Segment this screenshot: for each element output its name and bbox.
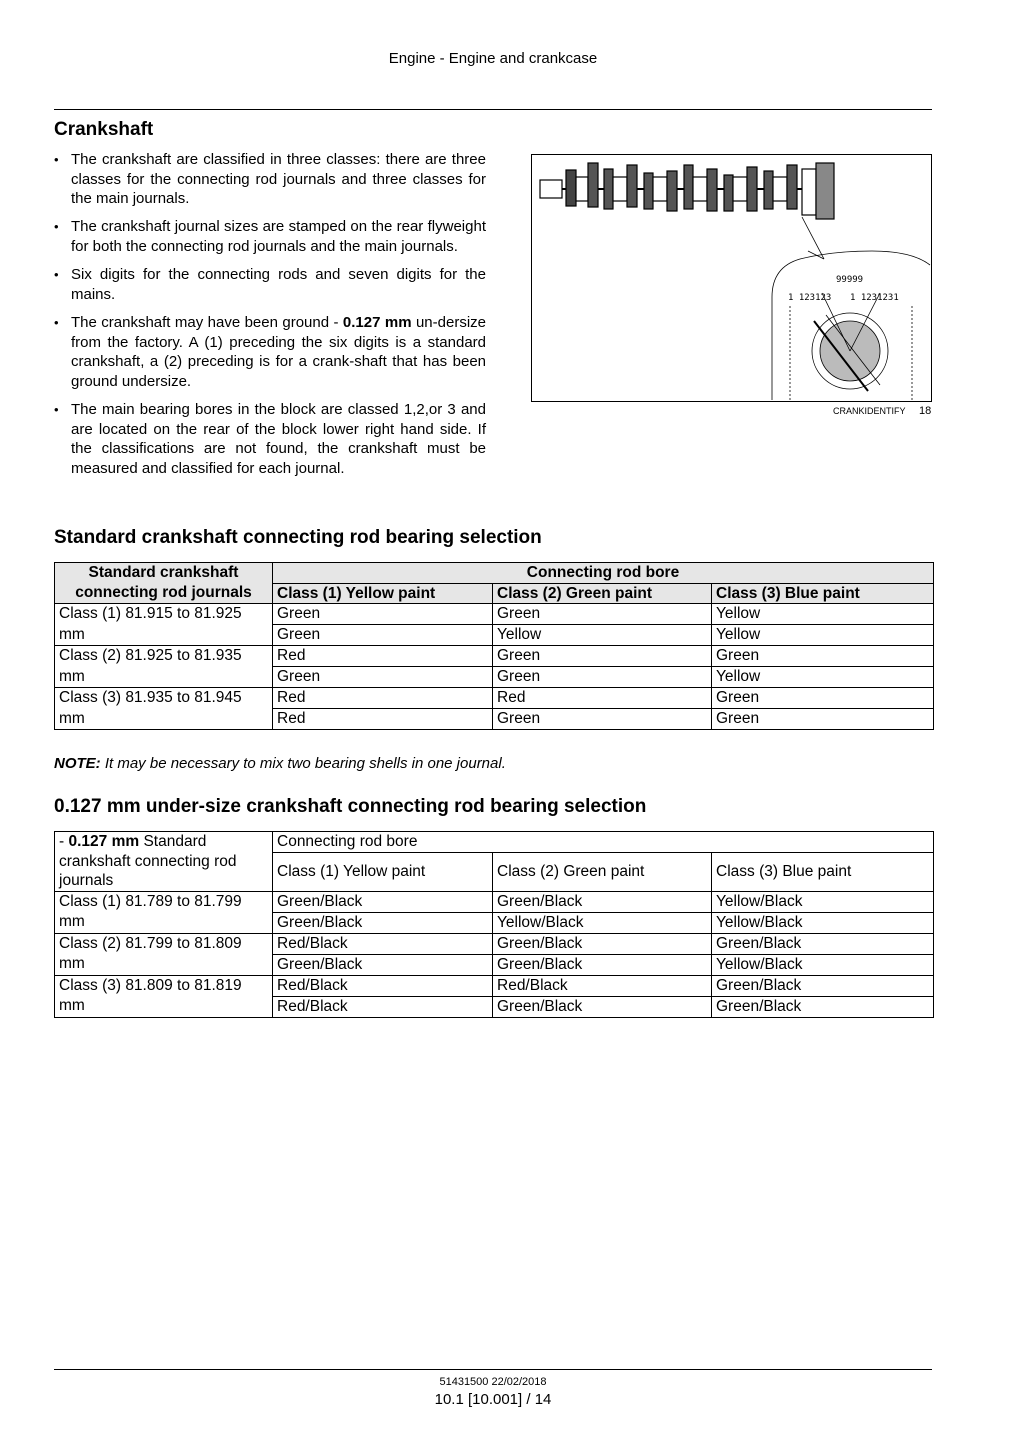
table-cell: Red/Black [273,996,493,1017]
bullet-item: • The main bearing bores in the block are classed 1,2,or 3 and are located on the rear of the block lower right hand side. If the classifications are not found, the crankshaft must be measured and classified for each journal. [54,400,486,479]
crank-web [566,170,576,206]
crank-journal [613,177,627,201]
table-cell: Green [273,604,493,625]
table-rowhead-header [55,832,273,892]
footer-document-id: 51431500 22/02/2018 [439,1376,547,1388]
table-cell: Yellow/Black [712,912,934,933]
table-cell: Green/Black [493,954,712,975]
bullet-text: The crankshaft may have been ground - [71,313,343,331]
table-group-header: Connecting rod bore [273,563,934,584]
table-col-header: Class (3) Blue paint [712,583,934,604]
table-row [55,688,934,709]
table-cell: Yellow [712,625,934,646]
table-cell: Red/Black [273,933,493,954]
table-cell: Yellow [493,625,712,646]
rowhead-bold: 0.127 mm [68,833,140,850]
figure-number: 18 [919,405,932,417]
standard-bearing-table [54,562,934,730]
page-header-title: Engine - Engine and crankcase [388,50,598,67]
table-row [55,975,934,996]
table-cell: Red [493,688,712,709]
section-title-crankshaft: Crankshaft [54,119,154,140]
section-title-standard-bearing: Standard crankshaft connecting rod bearing selection [54,527,542,548]
crank-web [707,169,717,211]
table-cell: Red [273,646,493,667]
table-cell: Green [493,646,712,667]
crank-gear [816,163,834,219]
note-text [54,755,506,772]
crank-web [724,175,733,211]
header-rule [54,109,932,110]
figure-caption: CRANKIDENTIFY [833,406,906,416]
table-col-header: Class (3) Blue paint [712,852,934,891]
crank-journal [733,177,747,201]
crank-web [644,173,653,209]
footer-page-number: 10.1 [10.001] / 14 [434,1391,552,1408]
crank-web [747,167,757,211]
table-cell: Yellow/Black [712,954,934,975]
table-cell: Green [493,667,712,688]
table-cell: Green/Black [493,933,712,954]
section-title-undersize-bearing: 0.127 mm under-size crankshaft connecting rod bearing selection [54,796,647,817]
crank-web [764,171,773,209]
note-label: NOTE: [54,755,101,772]
note-body: It may be necessary to mix two bearing shells in one journal. [100,755,506,772]
table-rowhead-header: Standard crankshaft connecting rod journals [55,563,273,604]
stamp-code-left: 1 123123 [788,293,832,303]
table-cell: Green/Black [273,912,493,933]
crank-flange [802,169,816,215]
table-cell: Green [273,625,493,646]
table-cell: Red [273,709,493,730]
footer-rule [54,1369,932,1370]
crank-journal [773,177,787,201]
crankshaft-bullet-list [54,150,486,487]
undersize-bearing-table [54,831,934,1018]
crank-journal [653,177,667,201]
table-cell: Green [712,709,934,730]
table-cell: Yellow [712,667,934,688]
crank-web [667,171,677,211]
table-cell: Green/Black [493,996,712,1017]
table-cell: Yellow/Black [712,891,934,912]
table-cell: Green/Black [712,933,934,954]
table-cell: Red/Black [493,975,712,996]
stamp-code-top: 99999 [836,275,864,285]
table-cell: Green/Black [712,996,934,1017]
stamp-code-right: 1 1231231 [850,293,899,303]
table-row-label: Class (3) 81.935 to 81.945 mm [55,688,273,730]
table-header-row [55,563,934,584]
table-row [55,646,934,667]
crank-web [604,169,613,209]
crank-web [684,165,693,209]
crank-web [588,163,598,207]
table-row [55,604,934,625]
table-cell: Green/Black [493,891,712,912]
table-cell: Green [493,709,712,730]
bullet-bold-value: 0.127 mm [342,313,412,331]
crank-nose [540,180,562,198]
table-header-row [55,832,934,853]
table-cell: Green/Black [273,891,493,912]
table-row-label: Class (1) 81.915 to 81.925 mm [55,604,273,646]
table-col-header: Class (1) Yellow paint [273,583,493,604]
crank-web [787,165,797,209]
table-cell: Green [712,688,934,709]
table-row-label: Class (2) 81.925 to 81.935 mm [55,646,273,688]
table-row-label: Class (2) 81.799 to 81.809 mm [55,933,273,975]
table-cell: Yellow/Black [493,912,712,933]
crankshaft-figure [531,154,932,402]
table-cell: Green/Black [273,954,493,975]
bullet-item: • The crankshaft journal sizes are stamped on the rear flyweight for both the connecting rod journals and the main journals. [54,217,486,256]
table-col-header: Class (2) Green paint [493,583,712,604]
crankshaft-illustration [532,155,931,401]
table-row-label: Class (1) 81.789 to 81.799 mm [55,891,273,933]
bullet-text: un-dersize from the factory. A (1) preceding the six digits is a standard crankshaft, a (2) preceding is for a crank-shaft that has been ground undersize. [71,313,486,390]
table-cell: Red [273,688,493,709]
rowhead-prefix: - [59,833,69,850]
table-cell: Green/Black [712,975,934,996]
table-group-header: Connecting rod bore [273,832,934,853]
table-col-header: Class (2) Green paint [493,852,712,891]
table-row [55,891,934,912]
table-cell: Green [493,604,712,625]
crank-journal [693,177,707,201]
table-cell: Green [712,646,934,667]
bullet-item [54,313,486,392]
rowhead-rest: Standard crankshaft connecting rod journals [59,833,237,889]
table-row-label: Class (3) 81.809 to 81.819 mm [55,975,273,1017]
callout-line [802,217,824,259]
table-cell: Red/Black [273,975,493,996]
table-col-header: Class (1) Yellow paint [273,852,493,891]
bullet-item: • Six digits for the connecting rods and seven digits for the mains. [54,265,486,304]
crank-web [627,165,637,207]
table-cell: Green [273,667,493,688]
bullet-item: • The crankshaft are classified in three classes: there are three classes for the connecting rod journals and three classes for the main journals. [54,150,486,209]
table-row [55,933,934,954]
crank-journal [576,177,588,201]
table-cell: Yellow [712,604,934,625]
